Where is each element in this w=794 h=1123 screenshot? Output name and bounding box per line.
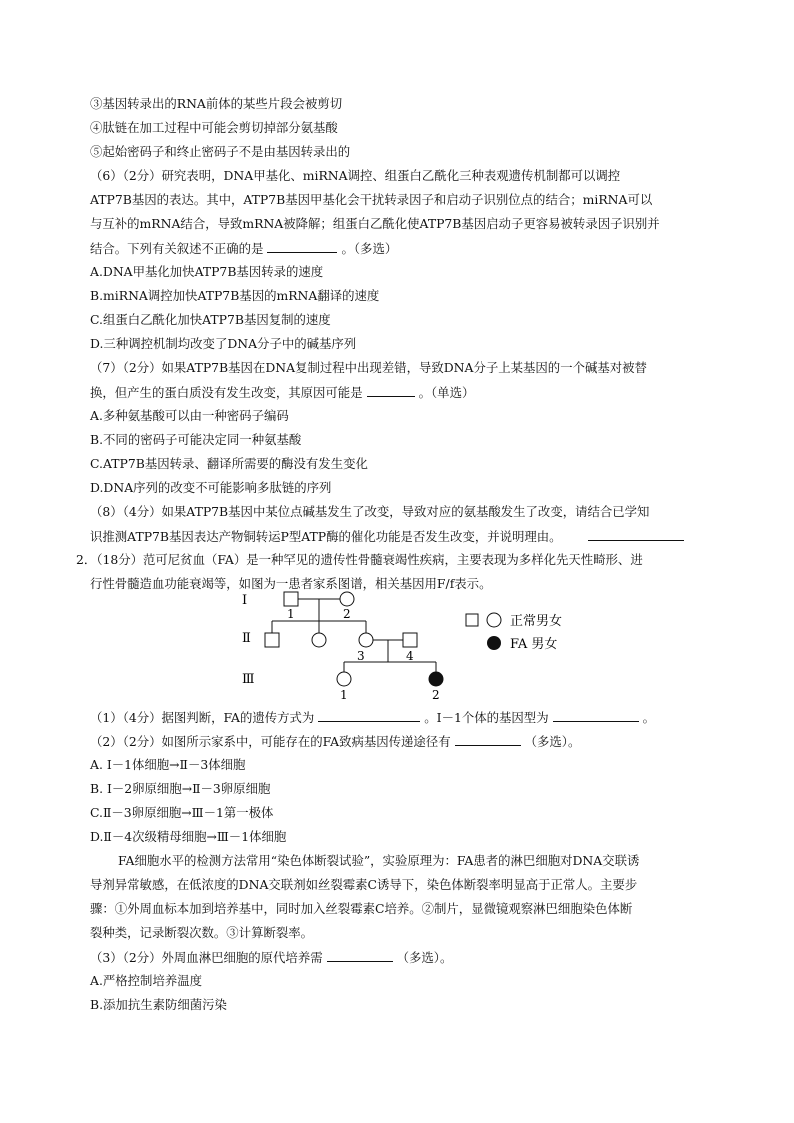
problem-2-text: 行性骨髓造血功能衰竭等，如图为一患者家系图谱，相关基因用F/f表示。 xyxy=(90,576,492,591)
subquestion-2-type: （多选）。 xyxy=(524,734,581,749)
subquestion-3 xyxy=(90,949,452,966)
generation-label: Ⅰ xyxy=(242,593,248,608)
question-6-text: （6）（2分）研究表明，DNA甲基化、miRNA调控、组蛋白乙酰化三种表观遗传机制都可以调控 xyxy=(90,168,621,183)
individual-II-3 xyxy=(359,633,373,647)
method-paragraph: 裂种类，记录断裂次数。③计算断裂率。 xyxy=(90,925,314,940)
option-c: C.组蛋白乙酰化加快ATP7B基因复制的速度 xyxy=(90,312,331,327)
legend-fa-icon xyxy=(487,636,501,650)
statement-4: ④肽链在加工过程中可能会剪切掉部分氨基酸 xyxy=(90,120,338,135)
question-6-text: 与互补的mRNA结合，导致mRNA被降解；组蛋白乙酰化使ATP7B基因启动子更容易被转录因子识别并 xyxy=(90,216,660,231)
individual-number: 1 xyxy=(287,607,295,621)
statement-3: ③基因转录出的RNA前体的某些片段会被剪切 xyxy=(90,96,343,111)
subquestion-1-text: 。 xyxy=(642,710,655,725)
question-7-text: （7）（2分）如果ATP7B基因在DNA复制过程中出现差错，导致DNA分子上某基因的一个碱基对被替 xyxy=(90,360,647,375)
subquestion-3-type: （多选）。 xyxy=(396,950,453,965)
question-6-type: 。（多选） xyxy=(341,241,398,256)
individual-number: 2 xyxy=(432,688,440,702)
subquestion-1-text: 。Ⅰ－1个体的基因型为 xyxy=(424,710,549,725)
individual-I-1 xyxy=(284,592,298,606)
subquestion-1 xyxy=(90,709,655,726)
question-6-text: ATP7B基因的表达。其中，ATP7B基因甲基化会干扰转录因子和启动子识别位点的结合；miRNA可以 xyxy=(90,192,653,207)
question-8-text: （8）（4分）如果ATP7B基因中某位点碱基发生了改变，导致对应的氨基酸发生了改变，请结合已学知 xyxy=(90,504,650,519)
statement-5: ⑤起始密码子和终止密码子不是由基因转录出的 xyxy=(90,144,351,159)
method-paragraph: 骤：①外周血标本加到培养基中，同时加入丝裂霉素C培养。②制片，显微镜观察淋巴细胞染色体断 xyxy=(90,901,633,916)
legend-fa-label: FA 男女 xyxy=(510,637,558,652)
option-a: A.严格控制培养温度 xyxy=(90,973,203,988)
individual-number: 4 xyxy=(406,649,414,663)
legend-normal-label: 正常男女 xyxy=(510,614,563,629)
answer-blank[interactable] xyxy=(327,949,393,962)
question-7-stem-text: 换，但产生的蛋白质没有发生改变，其原因可能是 xyxy=(90,385,363,400)
individual-III-2 xyxy=(429,672,443,686)
individual-number: 1 xyxy=(340,688,348,702)
subquestion-3-text: （3）（2分）外周血淋巴细胞的原代培养需 xyxy=(90,950,323,965)
option-d: D.DNA序列的改变不可能影响多肽链的序列 xyxy=(90,480,332,495)
option-a: A.多种氨基酸可以由一种密码子编码 xyxy=(90,408,289,423)
answer-blank[interactable] xyxy=(455,733,521,746)
question-7-type: 。（单选） xyxy=(418,385,475,400)
legend-normal-male-icon xyxy=(466,614,478,626)
option-c: C.Ⅱ－3卵原细胞→Ⅲ－1第一极体 xyxy=(90,805,274,820)
option-a: A.DNA甲基化加快ATP7B基因转录的速度 xyxy=(90,264,324,279)
individual-II-4 xyxy=(403,633,417,647)
individual-II-1 xyxy=(265,633,279,647)
option-c: C.ATP7B基因转录、翻译所需要的酶没有发生变化 xyxy=(90,456,368,471)
individual-II-2 xyxy=(312,633,326,647)
option-b: B.不同的密码子可能决定同一种氨基酸 xyxy=(90,432,302,447)
question-6-stem-text: 结合。下列有关叙述不正确的是 xyxy=(90,241,264,256)
option-d: D.三种调控机制均改变了DNA分子中的碱基序列 xyxy=(90,336,357,351)
subquestion-2 xyxy=(90,733,580,750)
subquestion-1-text: （1）（4分）据图判断，FA的遗传方式为 xyxy=(90,710,315,725)
individual-number: 3 xyxy=(357,649,365,663)
method-paragraph: 导剂异常敏感，在低浓度的DNA交联剂如丝裂霉素C诱导下，染色体断裂率明显高于正常人。主要步 xyxy=(90,877,638,892)
option-b: B.miRNA调控加快ATP7B基因的mRNA翻译的速度 xyxy=(90,288,380,303)
individual-I-2 xyxy=(340,592,354,606)
answer-blank[interactable] xyxy=(318,709,420,722)
generation-label: Ⅲ xyxy=(242,672,255,687)
answer-blank[interactable] xyxy=(553,709,639,722)
option-a: A. Ⅰ－1体细胞→Ⅱ－3体细胞 xyxy=(90,757,246,772)
option-d: D.Ⅱ－4次级精母细胞→Ⅲ－1体细胞 xyxy=(90,829,287,844)
option-b: B.添加抗生素防细菌污染 xyxy=(90,997,227,1012)
method-paragraph: FA细胞水平的检测方法常用“染色体断裂试验”，实验原理为：FA患者的淋巴细胞对DNA交联诱 xyxy=(118,853,640,868)
question-8-stem-text: 识推测ATP7B基因表达产物铜转运P型ATP酶的催化功能是否发生改变，并说明理由。 xyxy=(90,529,562,544)
problem-2-text: 2．（18分）范可尼贫血（FA）是一种罕见的遗传性骨髓衰竭性疾病，主要表现为多样化先天性畸形、进 xyxy=(76,552,643,567)
individual-number: 2 xyxy=(343,607,351,621)
individual-III-1 xyxy=(337,672,351,686)
generation-label: Ⅱ xyxy=(242,631,251,646)
option-b: B. Ⅰ－2卵原细胞→Ⅱ－3卵原细胞 xyxy=(90,781,271,796)
subquestion-2-text: （2）（2分）如图所示家系中，可能存在的FA致病基因传递途径有 xyxy=(90,734,451,749)
legend-normal-female-icon xyxy=(487,613,501,627)
